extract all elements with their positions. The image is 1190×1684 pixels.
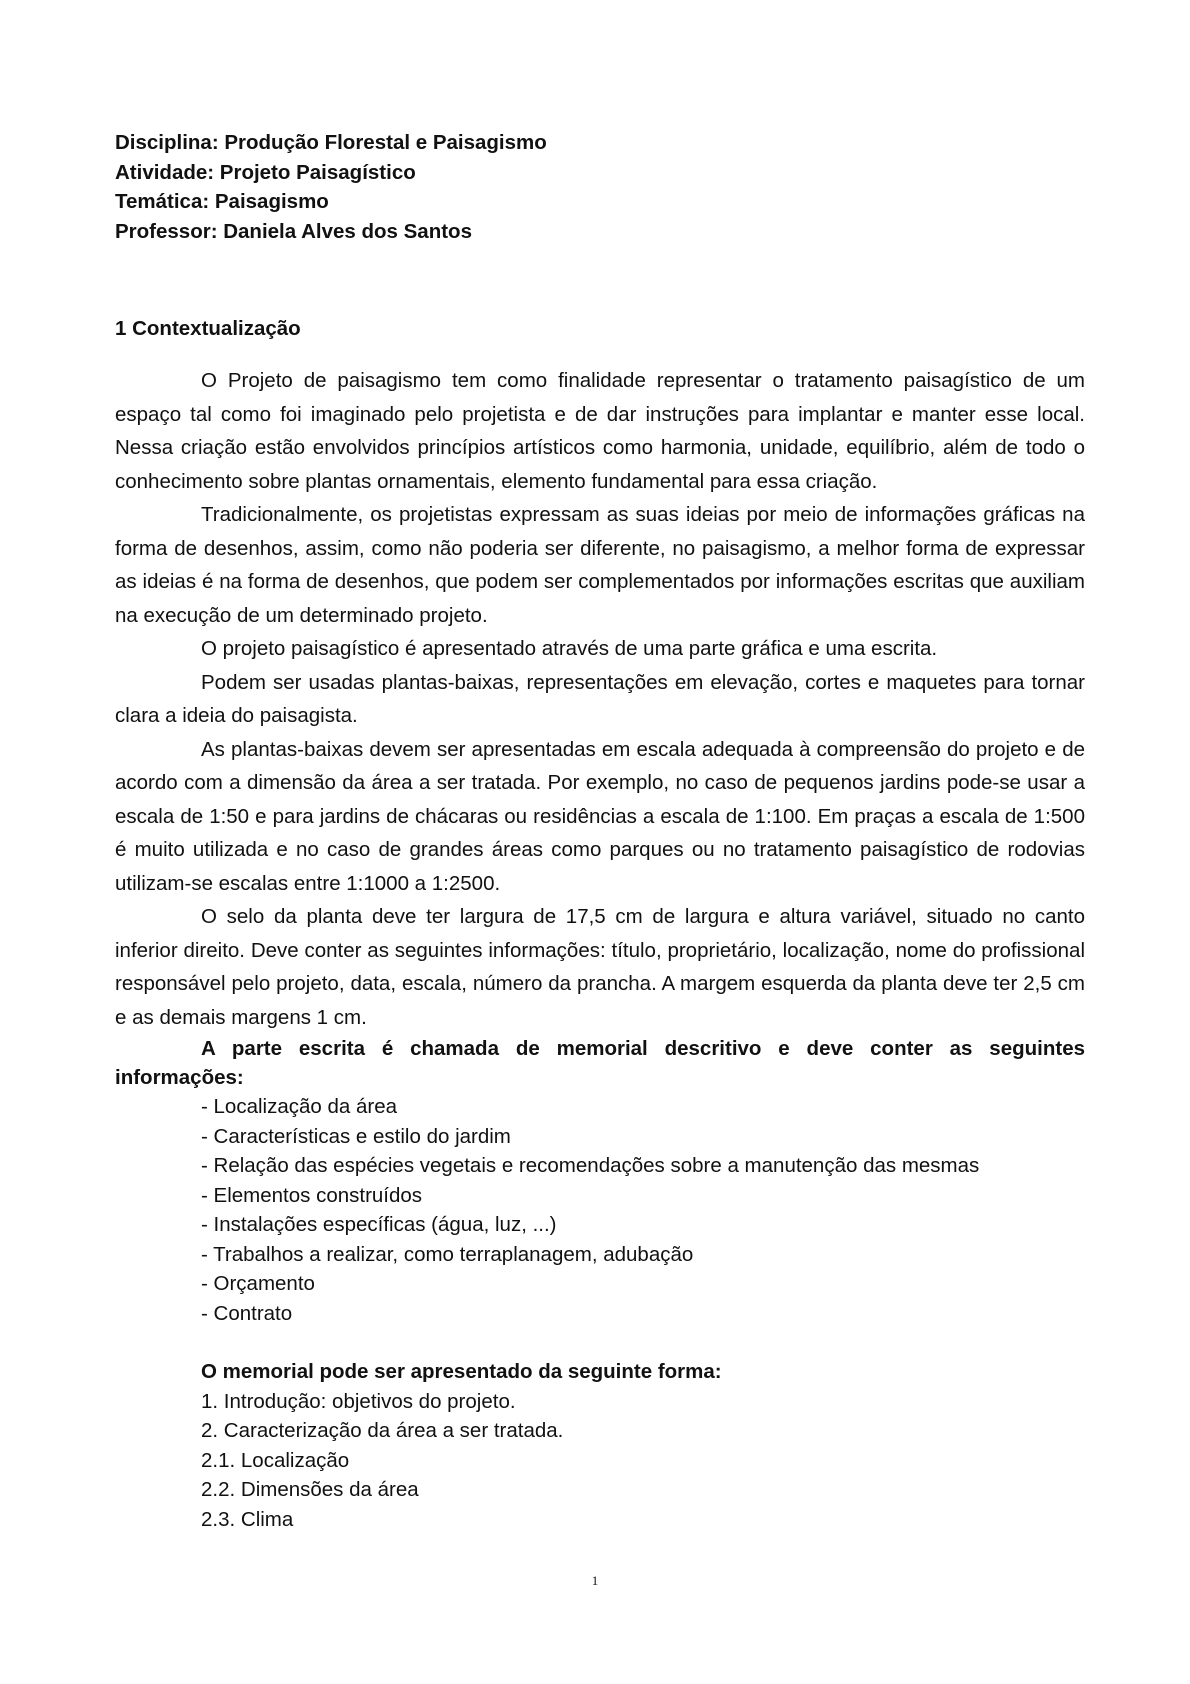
list-item: - Elementos construídos [201, 1183, 423, 1207]
paragraph: Podem ser usadas plantas-baixas, representações em elevação, cortes e maquetes para tornar clara a ideia do paisagista. [115, 670, 1085, 727]
requirements-list [201, 1092, 1085, 1328]
paragraph: Tradicionalmente, os projetistas expressam as suas ideias por meio de informações gráficas na forma de desenhos, assim, como não poderia ser diferente, no paisagismo, a melhor forma de expressar as ideias é na forma de desenhos, que podem ser complementados por informações escritas que auxiliam na execução de um determinado projeto. [115, 503, 1085, 627]
list-item: - Contrato [201, 1301, 293, 1325]
list-item: - Orçamento [201, 1272, 315, 1295]
list-item: 2.3. Clima [201, 1507, 294, 1531]
section-title: 1 Contextualização [115, 317, 301, 340]
paragraph: As plantas-baixas devem ser apresentadas em escala adequada à compreensão do projeto e de acordo com a dimensão da área a ser tratada. Por exemplo, no caso de pequenos jardins pode-se usar a escala de 1:50 e para jardins de chácaras ou residências a escala de 1:100. Em praças a escala de 1:500 é muito utilizada e no caso de grandes áreas como parques ou no tratamento paisagístico de rodovias utilizam-se escalas entre 1:1000 a 1:2500. [115, 737, 1085, 895]
header-atividade: Atividade: Projeto Paisagístico [115, 160, 416, 184]
memorial-intro-paragraph: A parte escrita é chamada de memorial descritivo e deve conter as seguintes informações: [115, 1037, 1085, 1089]
list-item: - Relação das espécies vegetais e recomendações sobre a manutenção das mesmas [201, 1154, 980, 1177]
page-number: 1 [591, 1573, 599, 1588]
list-item: - Trabalhos a realizar, como terraplanagem, adubação [201, 1242, 694, 1266]
header-tematica: Temática: Paisagismo [115, 190, 329, 213]
paragraph: O projeto paisagístico é apresentado através de uma parte gráfica e uma escrita. [201, 637, 938, 660]
header-disciplina: Disciplina: Produção Florestal e Paisagismo [115, 131, 547, 154]
list-item: 1. Introdução: objetivos do projeto. [201, 1389, 516, 1413]
list-item: 2.1. Localização [201, 1448, 350, 1472]
paragraph: O selo da planta deve ter largura de 17,5 cm de largura e altura variável, situado no canto inferior direito. Deve conter as seguintes informações: título, proprietário, localização, nome do profissional responsável pelo projeto, data, escala, número da prancha. A margem esquerda da planta deve ter 2,5 cm e as demais margens 1 cm. [115, 905, 1085, 1029]
paragraph: O Projeto de paisagismo tem como finalidade representar o tratamento paisagístico de um espaço tal como foi imaginado pelo projetista e de dar instruções para implantar e manter esse local. Nessa criação estão envolvidos princípios artísticos como harmonia, unidade, equilíbrio, além de todo o conhecimento sobre plantas ornamentais, elemento fundamental para essa criação. [115, 369, 1085, 493]
list-item: 2.2. Dimensões da área [201, 1478, 419, 1501]
course-header [115, 128, 1085, 246]
memorial-structure-list [201, 1387, 1085, 1535]
list-item: - Características e estilo do jardim [201, 1124, 511, 1148]
memorial-structure-title: O memorial pode ser apresentado da seguinte forma: [201, 1360, 722, 1383]
header-professor: Professor: Daniela Alves dos Santos [115, 219, 472, 243]
list-item: - Localização da área [201, 1095, 398, 1118]
list-item: - Instalações específicas (água, luz, ...) [201, 1213, 557, 1236]
page-content [115, 128, 1085, 1534]
list-item: 2. Caracterização da área a ser tratada. [201, 1419, 564, 1442]
